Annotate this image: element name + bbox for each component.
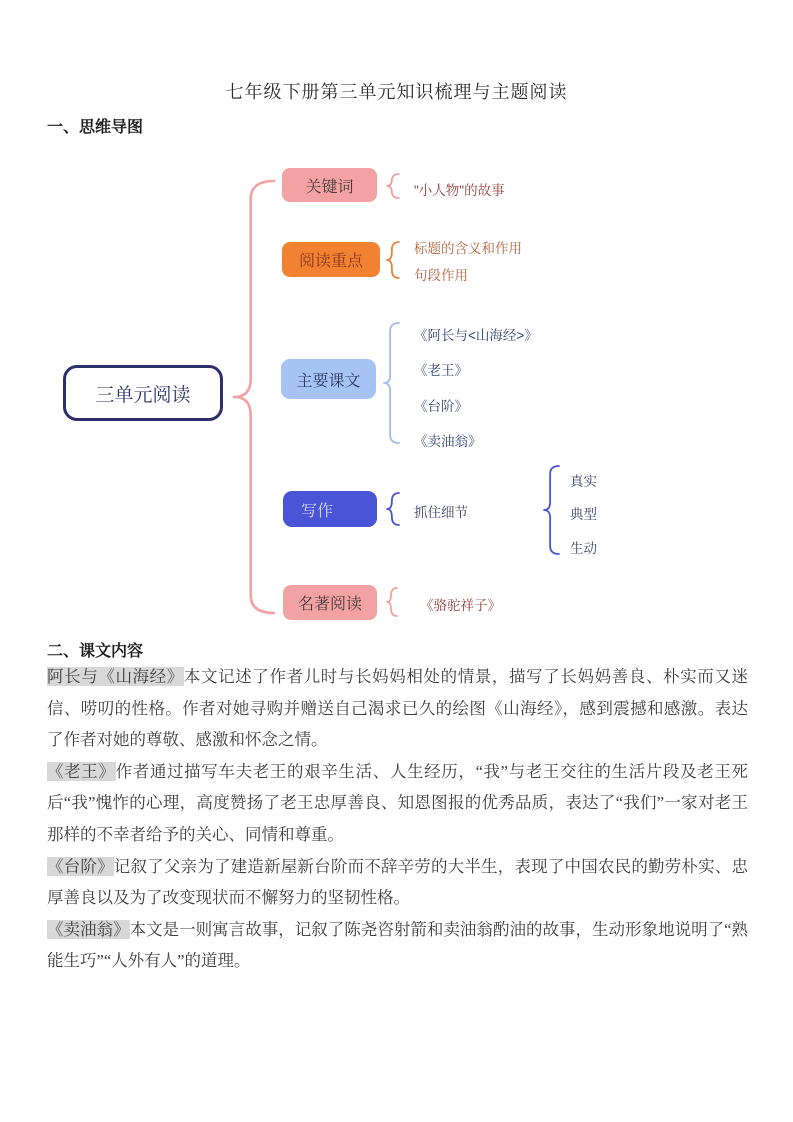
main-texts-brace-icon [383,322,400,444]
leaf-real: 真实 [570,474,597,489]
leaf-text-laowang: 《老王》 [414,363,468,378]
node-main-texts-label: 主要课文 [296,372,361,390]
mindmap-node-reading-focus [282,242,380,277]
mindmap-root-label: 三单元阅读 [95,384,191,406]
leaf-camel-xiangzi: 《骆驼祥子》 [420,598,501,613]
reading-focus-brace-icon [386,241,400,279]
node-writing-label: 写作 [301,502,334,520]
node-classic-reading-label: 名著阅读 [297,596,362,613]
writing-brace-icon [386,492,400,526]
mindmap-node-main-texts [281,359,376,399]
paragraph-achang-text: 本文记述了作者儿时与长妈妈相处的情景，描写了长妈妈善良、朴实而又迷信、唠叨的性格。作者对她寻购并赠送自己渴求已久的绘图《山海经》，感到震撼和感激。表达了作者对她的尊敬、感激和怀念之情。 [47,667,749,750]
leaf-sentence-function: 句段作用 [414,268,468,283]
paragraph-taijie-text: 记叙了父亲为了建造新屋新台阶而不辞辛劳的大半生，表现了中国农民的勤劳朴实、忠厚善良以及为了改变现状而不懈努力的坚韧性格。 [47,856,749,908]
page-title: 七年级下册第三单元知识梳理与主题阅读 [225,82,568,102]
mindmap-node-writing [283,491,377,527]
paragraph-maiyouweng [47,914,748,977]
mindmap-node-keywords [282,168,377,202]
leaf-text-taijie: 《台阶》 [414,399,468,414]
root-brace-icon [233,180,275,614]
leaf-vivid: 生动 [570,541,597,556]
highlight-laowang: 《老王》 [47,761,116,781]
section-heading-mindmap: 一、思维导图 [47,119,144,136]
paragraph-achang [47,661,748,756]
classic-brace-icon [386,587,398,617]
paragraph-laowang-text: 作者通过描写车夫老王的艰辛生活、人生经历，“我”与老王交往的生活片段及老王死后“我”愧怍的心理，高度赞扬了老王忠厚善良、知恩图报的优秀品质，表达了“我们”一家对老王那样的不幸者给予的关心、同情和尊重。 [47,761,748,844]
leaf-small-people-story: "小人物"的故事 [414,183,505,198]
leaf-text-maiyouweng: 《卖油翁》 [414,434,482,449]
mindmap-root-node [63,365,223,421]
leaf-typical: 典型 [570,507,597,522]
node-reading-focus-label: 阅读重点 [298,253,363,270]
section-heading-content: 二、课文内容 [47,643,144,660]
keywords-brace-icon [386,173,400,199]
mindmap-node-classic-reading [283,585,377,620]
paragraph-laowang [47,756,748,851]
highlight-taijie: 《台阶》 [47,856,114,876]
highlight-achang: 阿长与《山海经》 [47,667,184,686]
leaf-grasp-details: 抓住细节 [414,505,468,520]
highlight-maiyouweng: 《卖油翁》 [47,919,130,939]
lesson-content [47,661,748,977]
paragraph-maiyouweng-text: 本文是一则寓言故事，记叙了陈尧咨射箭和卖油翁酌油的故事，生动形象地说明了“熟能生巧”“人外有人”的道理。 [47,919,749,971]
node-keywords-label: 关键词 [305,178,354,196]
leaf-title-meaning: 标题的含义和作用 [414,241,522,256]
details-brace-icon [543,465,560,555]
leaf-text-achang: 《阿长与<山海经>》 [414,328,538,343]
paragraph-taijie [47,851,748,914]
